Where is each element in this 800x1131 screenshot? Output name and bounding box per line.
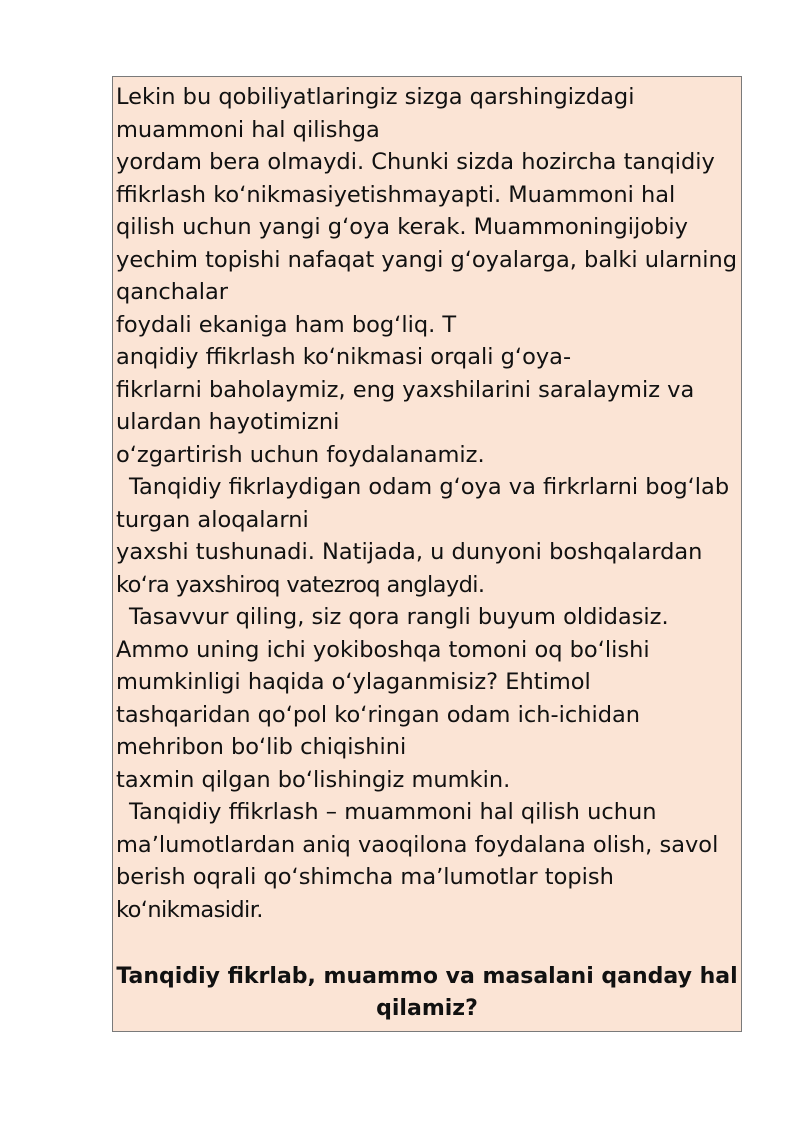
text-line: qanchalar (116, 279, 229, 305)
text-line: Lekin bu qobiliyatlaringiz sizga qarshingizdagi (116, 84, 635, 110)
text-line: ulardan hayotimizni (116, 409, 340, 435)
text-line: foydali ekaniga ham bogʻliq. T (116, 311, 457, 338)
text-line: muammoni hal qilishga (116, 116, 380, 143)
heading-line-1: Tanqidiy fikrlab, muammo va masalani qanday hal (116, 963, 738, 989)
text-line: maʼlumotlardan aniq vaoqilona foydalana olish, savol (116, 831, 719, 858)
text-line: koʻnikmasidir. (116, 896, 263, 923)
text-line: Tanqidiy ffikrlash – muammoni hal qilish uchun (129, 799, 657, 825)
text-line: koʻra yaxshiroq vatezroq anglaydi. (116, 571, 485, 598)
text-line: Tanqidiy fikrlaydigan odam gʻoya va firkrlarni bogʻlab (129, 474, 730, 500)
text-line: yaxshi tushunadi. Natijada, u dunyoni boshqalardan (116, 539, 703, 565)
heading-line-2: qilamiz? (376, 996, 478, 1021)
text-line: berish oqrali qoʻshimcha maʼlumotlar topish (116, 864, 614, 890)
text-line: fikrlarni baholaymiz, eng yaxshilarini saralaymiz va (116, 376, 695, 403)
blank-line (116, 926, 741, 959)
text-line: tashqaridan qoʻpol koʻringan odam ich-ichidan (116, 701, 641, 728)
text-line: anqidiy ffikrlash koʻnikmasi orqali gʻoya- (116, 344, 572, 370)
text-line: mehribon boʻlib chiqishini (116, 734, 407, 760)
text-line: Ammo uning ichi yokiboshqa tomoni oq boʻlishi (116, 636, 650, 663)
text-line: yordam bera olmaydi. Chunki sizda hozircha tanqidiy (116, 149, 715, 175)
text-line: oʻzgartirish uchun foydalanamiz. (116, 441, 485, 468)
text-line: taxmin qilgan boʻlishingiz mumkin. (116, 766, 511, 793)
text-line: ffikrlash koʻnikmasiyetishmayapti. Muammoni hal (116, 181, 676, 208)
text-line: Tasavvur qiling, siz qora rangli buyum oldidasiz. (129, 604, 669, 630)
section-heading (116, 961, 741, 1026)
text-line: turgan aloqalarni (116, 506, 309, 533)
text-box (112, 76, 742, 1032)
text-line: yechim topishi nafaqat yangi gʻoyalarga, balki ularning (116, 246, 738, 273)
text-line: qilish uchun yangi gʻoya kerak. Muammoningijobiy (116, 214, 688, 240)
text-line: mumkinligi haqida oʻylaganmisiz? Ehtimol (116, 669, 591, 695)
